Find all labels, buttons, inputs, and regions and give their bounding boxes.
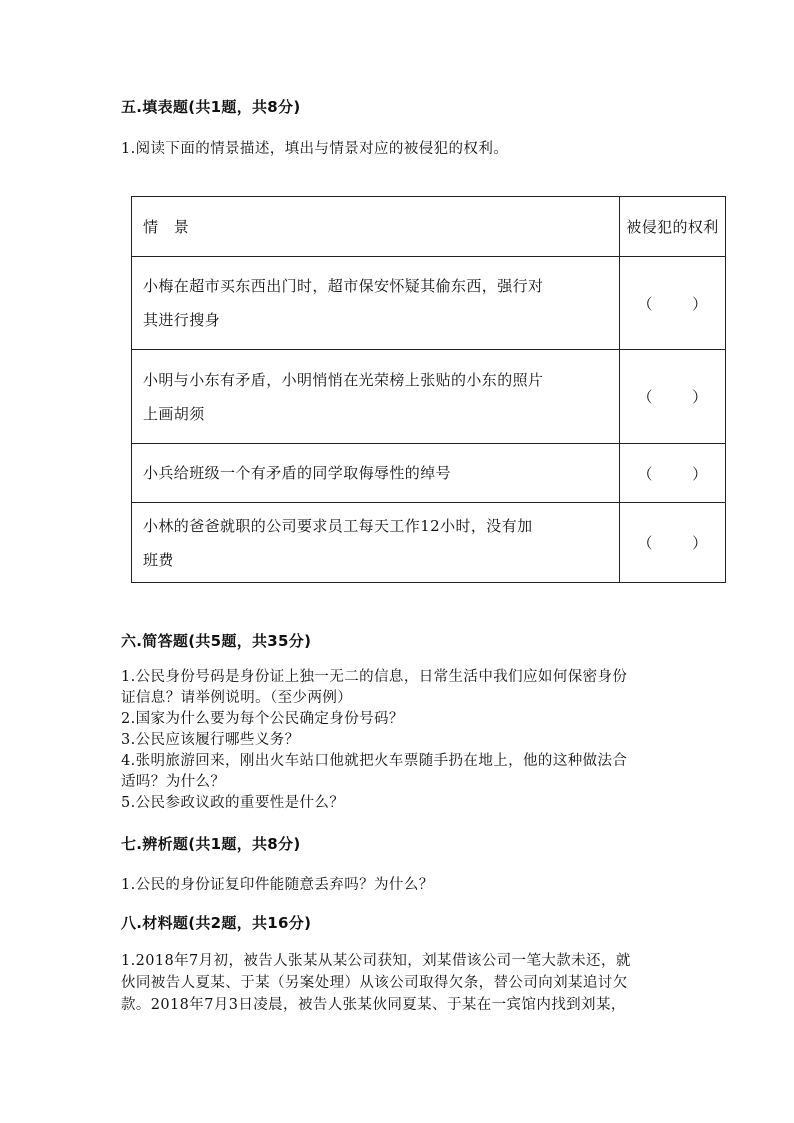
table-cell-answer — [620, 444, 726, 503]
scene-line: 上画胡须 — [143, 404, 205, 423]
table-cell-scene — [132, 444, 620, 503]
question-line: 适吗？为什么？ — [121, 774, 226, 790]
question-line: 4.张明旅游回来，刚出火车站口他就把火车票随手扔在地上，他的这种做法合 — [121, 753, 628, 769]
section-5-heading: 五.填表题(共1题，共8分) — [121, 98, 301, 116]
scene-line: 小明与小东有矛盾，小明悄悄在光荣榜上张贴的小东的照片 — [143, 370, 544, 389]
table-header-row — [132, 197, 726, 257]
table-cell-scene — [132, 350, 620, 444]
section-5-question: 1.阅读下面的情景描述，填出与情景对应的被侵犯的权利。 — [121, 141, 509, 157]
table-cell-answer — [620, 350, 726, 444]
question-line: 2.国家为什么要为每个公民确定身份号码？ — [121, 711, 404, 727]
answer-blank: （ ） — [637, 294, 708, 313]
scene-line: 班费 — [143, 550, 174, 569]
material-line: 款。2018年7月3日凌晨，被告人张某伙同夏某、于某在一宾馆内找到刘某， — [121, 997, 626, 1013]
material-line: 1.2018年7月初，被告人张某从某公司获知，刘某借该公司一笔大款未还，就 — [121, 953, 631, 969]
question-line: 1.公民身份号码是身份证上独一无二的信息，日常生活中我们应如何保密身份 — [121, 669, 628, 685]
section-8-heading: 八.材料题(共2题，共16分) — [121, 914, 312, 932]
table-cell-answer — [620, 257, 726, 350]
section-6-heading: 六.简答题(共5题，共35分) — [121, 632, 312, 650]
table-header-scene: 情 景 — [132, 197, 620, 257]
answer-blank: （ ） — [637, 464, 708, 483]
table-row — [132, 350, 726, 444]
section-7-question: 1.公民的身份证复印件能随意丢弃吗？为什么？ — [121, 877, 434, 893]
rights-table — [131, 196, 726, 583]
table-row — [132, 257, 726, 350]
table-cell-scene — [132, 257, 620, 350]
material-line: 伙同被告人夏某、于某（另案处理）从该公司取得欠条，替公司向刘某追讨欠 — [121, 975, 628, 991]
scene-line: 其进行搜身 — [143, 311, 221, 329]
answer-blank: （ ） — [637, 534, 708, 552]
scene-line: 小兵给班级一个有矛盾的同学取侮辱性的绰号 — [143, 464, 452, 482]
section-6-questions — [121, 667, 627, 814]
table-cell-answer — [620, 503, 726, 583]
section-7-heading: 七.辨析题(共1题，共8分) — [121, 835, 301, 853]
scene-line: 小梅在超市买东西出门时，超市保安怀疑其偷东西，强行对 — [143, 277, 544, 295]
table-header-right: 被侵犯的权利 — [620, 197, 726, 257]
question-line: 证信息？请举例说明。（至少两例） — [121, 690, 353, 706]
table-row — [132, 444, 726, 503]
question-line: 5.公民参政议政的重要性是什么？ — [121, 795, 345, 811]
section-8-material — [121, 950, 631, 1016]
answer-blank: （ ） — [637, 388, 708, 406]
scene-line: 小林的爸爸就职的公司要求员工每天工作12小时，没有加 — [143, 516, 533, 535]
question-line: 3.公民应该履行哪些义务？ — [121, 732, 300, 748]
table-row — [132, 503, 726, 583]
table-cell-scene — [132, 503, 620, 583]
